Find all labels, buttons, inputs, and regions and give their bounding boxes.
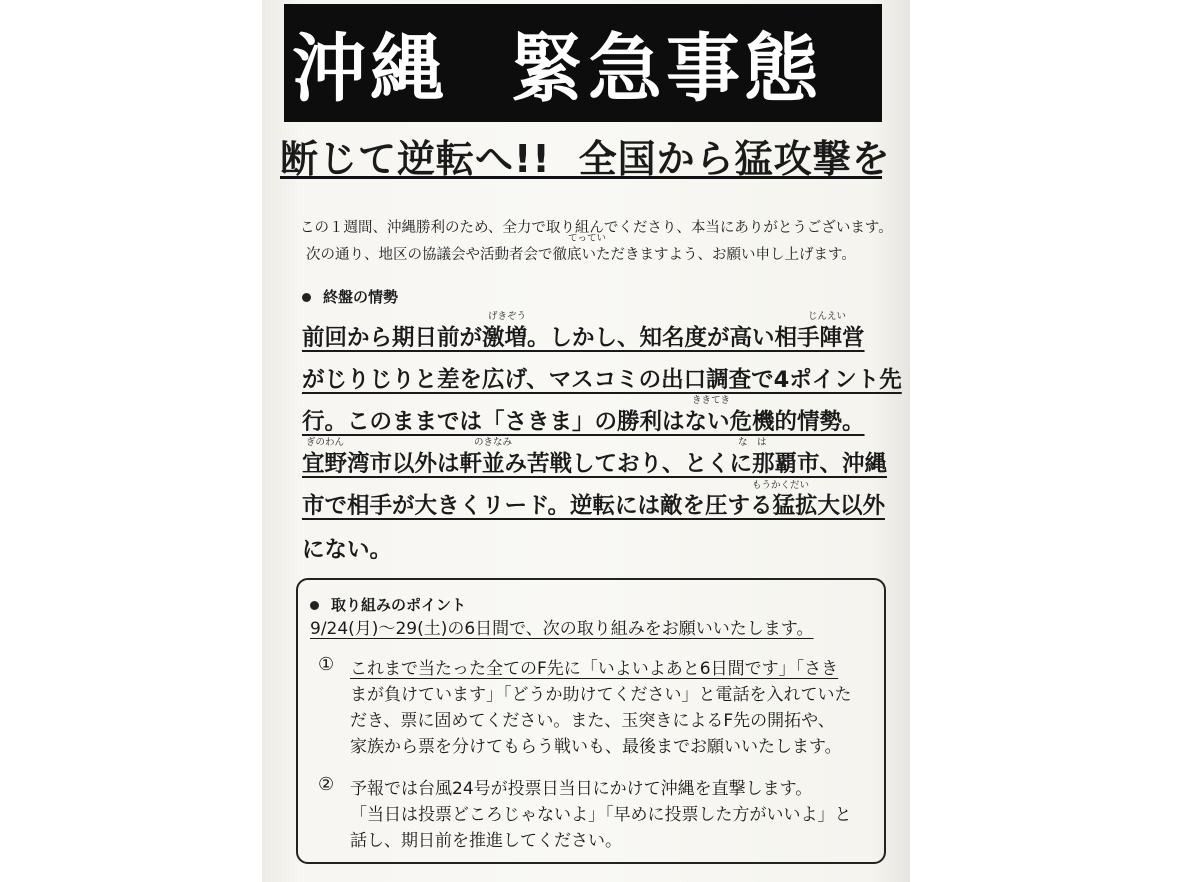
item-1-line-1: これまで当たった全てのF先に「いよいよあと6日間です」「さき bbox=[350, 659, 839, 679]
item-1-line-3: だき、票に固めてください。また、玉突きによるF先の開拓や、 bbox=[350, 711, 835, 731]
situation-line-3: 行。このままでは「さきま」の勝利はない危機的情勢。 bbox=[302, 409, 865, 435]
item-2-line-1: 予報では台風24号が投票日当日にかけて沖縄を直撃します。 bbox=[350, 779, 813, 799]
headline-banner bbox=[284, 4, 882, 122]
situation-line-6: にない。 bbox=[302, 537, 393, 563]
subheadline-attack: 全国から猛攻撃を bbox=[578, 137, 891, 181]
ruby-ginowan: ぎのわん bbox=[306, 437, 345, 448]
ruby-gekizou: げきぞう bbox=[488, 311, 527, 322]
item-1-number: ① bbox=[318, 654, 335, 675]
situation-line-5: 市で相手が大きくリード。逆転には敵を圧する猛拡大以外 bbox=[302, 493, 885, 519]
item-2-number: ② bbox=[318, 774, 335, 795]
item-2-line-2: 「当日は投票どころじゃないよ」「早めに投票した方がいいよ」と bbox=[350, 805, 852, 825]
situation-line-1: 前回から期日前が激増。しかし、知名度が高い相手陣営 bbox=[302, 325, 865, 351]
subheadline-reverse: 断じて逆転へ!! bbox=[280, 137, 551, 181]
headline-emergency: 緊急事態 bbox=[510, 26, 822, 112]
points-heading bbox=[310, 594, 466, 615]
situation-line-4: 宜野湾市以外は軒並み苦戦しており、とくに那覇市、沖縄 bbox=[302, 451, 888, 477]
ruby-nokinami: のきなみ bbox=[474, 437, 513, 448]
bullet-dot-icon bbox=[310, 601, 319, 610]
ruby-moukakudai: もうかくだい bbox=[752, 480, 810, 491]
situation-heading-label: 終盤の情勢 bbox=[323, 288, 399, 306]
ruby-jinei: じんえい bbox=[808, 311, 847, 322]
situation-heading bbox=[302, 286, 398, 307]
item-1-line-2: まが負けています」「どうか助けてください」と電話を入れていた bbox=[350, 685, 852, 705]
ruby-kikiteki: ききてき bbox=[692, 395, 731, 406]
item-1-line-4: 家族から票を分けてもらう戦いも、最後までお願いいたします。 bbox=[350, 737, 842, 757]
points-heading-label: 取り組みのポイント bbox=[331, 596, 467, 614]
item-2-line-3: 話し、期日前を推進してください。 bbox=[350, 831, 622, 851]
points-period: 9/24(月)～29(土)の6日間で、次の取り組みをお願いいたします。 bbox=[310, 619, 814, 639]
ruby-tettei: てってい bbox=[568, 233, 607, 244]
bullet-dot-icon bbox=[302, 293, 311, 302]
situation-line-2: がじりじりと差を広げ、マスコミの出口調査で4ポイント先 bbox=[302, 367, 902, 393]
intro-line-1: この１週間、沖縄勝利のため、全力で取り組んでくださり、本当にありがとうございます。 bbox=[300, 220, 893, 236]
intro-line-2: 次の通り、地区の協議会や活動者会で徹底いただきますよう、お願い申し上げます。 bbox=[306, 247, 856, 263]
headline-okinawa: 沖縄 bbox=[292, 26, 448, 112]
subheadline bbox=[280, 128, 891, 181]
ruby-naha: な は bbox=[738, 437, 767, 448]
